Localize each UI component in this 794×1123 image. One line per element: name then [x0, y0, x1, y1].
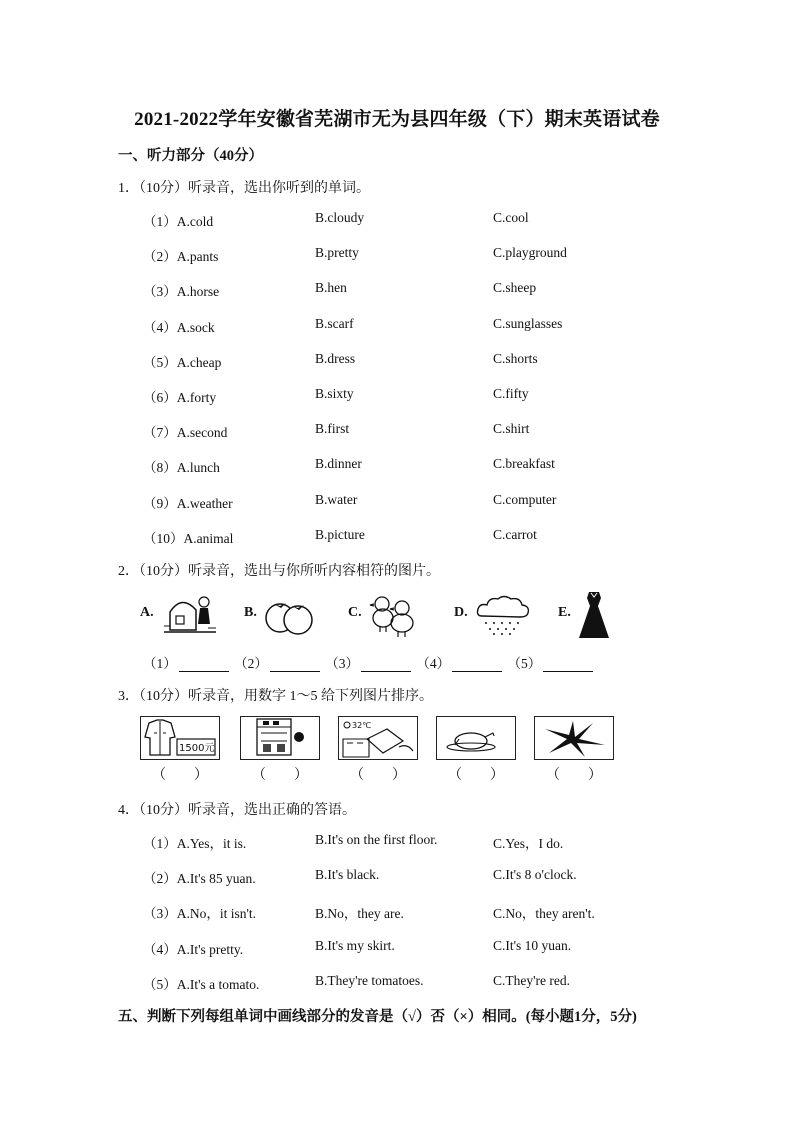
- choice-b[interactable]: B.dinner: [315, 456, 362, 472]
- choice-a[interactable]: （4）A.sock: [143, 319, 215, 335]
- choice-a[interactable]: （3）A.horse: [143, 284, 220, 300]
- choice-b[interactable]: B.sixty: [315, 386, 354, 401]
- choice-b[interactable]: B.It's black.: [315, 867, 380, 883]
- question-2-pictures: [140, 590, 620, 642]
- choice-b[interactable]: B.It's on the first floor.: [315, 832, 438, 847]
- choice-b[interactable]: B.They're tomatoes.: [315, 972, 424, 988]
- option-label: C.: [348, 605, 362, 620]
- choice-c[interactable]: C.shorts: [493, 350, 538, 366]
- option-label: D.: [454, 605, 468, 620]
- choice-a[interactable]: （5）A.cheap: [143, 354, 222, 370]
- question-row: [0, 456, 794, 476]
- question-row: [0, 351, 794, 371]
- choice-c[interactable]: C.sheep: [493, 280, 537, 296]
- order-blank[interactable]: （ ）: [350, 768, 406, 783]
- choice-b[interactable]: B.hen: [315, 280, 347, 296]
- section-heading-listening: 一、听力部分（40分）: [118, 148, 263, 164]
- temperature-text: 32℃: [352, 721, 372, 730]
- farm-icon: [162, 590, 218, 636]
- picture-1: [140, 716, 220, 760]
- choice-c[interactable]: C.It's 10 yuan.: [493, 937, 572, 953]
- blank-label: （1）: [143, 656, 177, 671]
- hot-weather-icon: [339, 717, 417, 759]
- choice-a[interactable]: （7）A.second: [143, 425, 228, 441]
- roast-chicken-icon: [437, 717, 515, 759]
- order-blank[interactable]: （ ）: [448, 768, 504, 783]
- choice-a[interactable]: （5）A.It's a tomato.: [143, 976, 260, 992]
- question-row: [0, 421, 794, 441]
- option-label: E.: [558, 605, 571, 620]
- question-row: [0, 492, 794, 512]
- dress-icon: [578, 590, 610, 640]
- choice-b[interactable]: B.cloudy: [315, 210, 365, 225]
- order-blank[interactable]: （ ）: [152, 768, 208, 783]
- choice-b[interactable]: B.No，they are.: [315, 906, 404, 922]
- section-heading-pronunciation: 五、判断下列每组单词中画线部分的发音是（√）否（×）相同。(每小题1分，5分): [118, 1009, 637, 1025]
- choice-a[interactable]: （1）A.Yes，it is.: [143, 836, 247, 851]
- chicks-icon: [368, 592, 418, 638]
- question-4-prompt: 4．（10分）听录音，选出正确的答语。: [118, 803, 356, 818]
- choice-c[interactable]: C.cool: [493, 210, 529, 225]
- choice-a[interactable]: （2）A.pants: [143, 249, 219, 265]
- kitchen-icon: [241, 717, 319, 759]
- choice-a[interactable]: （8）A.lunch: [143, 460, 220, 476]
- choice-c[interactable]: C.No，they aren't.: [493, 906, 595, 922]
- choice-c[interactable]: C.Yes，I do.: [493, 836, 564, 851]
- choice-b[interactable]: B.picture: [315, 526, 365, 542]
- tomatoes-icon: [264, 596, 316, 636]
- choice-b[interactable]: B.It's my skirt.: [315, 937, 395, 953]
- choice-a[interactable]: （2）A.It's 85 yuan.: [143, 871, 256, 887]
- answer-blank[interactable]: [361, 657, 411, 672]
- question-row: [0, 245, 794, 265]
- picture-3: [338, 716, 418, 760]
- rain-cloud-icon: [474, 594, 532, 636]
- choice-b[interactable]: B.water: [315, 491, 358, 507]
- question-row: [0, 938, 794, 958]
- question-2-prompt: 2．（10分）听录音，选出与你所听内容相符的图片。: [118, 564, 440, 579]
- choice-c[interactable]: C.computer: [493, 491, 557, 507]
- picture-2: [240, 716, 320, 760]
- question-3-prompt: 3．（10分）听录音，用数字 1～5 给下列图片排序。: [118, 689, 433, 704]
- question-row: [0, 832, 794, 852]
- choice-a[interactable]: （4）A.It's pretty.: [143, 941, 244, 957]
- order-blank[interactable]: （ ）: [252, 768, 308, 783]
- choice-a[interactable]: （6）A.forty: [143, 390, 217, 405]
- order-blank[interactable]: （ ）: [546, 768, 602, 783]
- picture-4: [436, 716, 516, 760]
- starfish-icon: [535, 717, 613, 759]
- option-label: B.: [244, 605, 257, 620]
- answer-blank[interactable]: [452, 657, 502, 672]
- blank-label: （5）: [507, 656, 542, 671]
- choice-a[interactable]: （1）A.cold: [143, 214, 214, 229]
- choice-c[interactable]: C.sunglasses: [493, 315, 563, 331]
- question-row: [0, 867, 794, 887]
- question-2-answer-blanks: [143, 652, 595, 672]
- page-title: 2021-2022学年安徽省芜湖市无为县四年级（下）期末英语试卷: [134, 109, 660, 130]
- choice-a[interactable]: （3）A.No，it isn't.: [143, 906, 257, 922]
- choice-c[interactable]: C.carrot: [493, 526, 537, 542]
- blank-label: （3）: [325, 656, 359, 671]
- choice-c[interactable]: C.It's 8 o'clock.: [493, 867, 577, 883]
- answer-blank[interactable]: [270, 657, 320, 672]
- question-row: [0, 316, 794, 336]
- choice-b[interactable]: B.pretty: [315, 245, 359, 261]
- answer-blank[interactable]: [543, 657, 593, 672]
- choice-c[interactable]: C.breakfast: [493, 456, 555, 472]
- picture-5: [534, 716, 614, 760]
- coat-price-icon: [141, 717, 219, 759]
- choice-a[interactable]: （9）A.weather: [143, 495, 233, 511]
- question-row: [0, 210, 794, 230]
- choice-c[interactable]: C.They're red.: [493, 972, 571, 988]
- option-label: A.: [140, 605, 154, 620]
- choice-c[interactable]: C.shirt: [493, 421, 530, 437]
- choice-c[interactable]: C.fifty: [493, 386, 529, 401]
- blank-label: （4）: [416, 656, 451, 671]
- choice-b[interactable]: B.dress: [315, 350, 356, 366]
- question-row: [0, 527, 794, 547]
- question-row: [0, 280, 794, 300]
- question-row: [0, 973, 794, 993]
- question-1-prompt: 1．（10分）听录音，选出你听到的单词。: [118, 181, 370, 196]
- question-row: [0, 902, 794, 922]
- choice-c[interactable]: C.playground: [493, 245, 567, 261]
- price-tag-text: 1500元: [179, 743, 215, 754]
- question-row: [0, 386, 794, 406]
- choice-b[interactable]: B.scarf: [315, 315, 354, 331]
- answer-blank[interactable]: [179, 657, 229, 672]
- blank-label: （2）: [234, 656, 268, 671]
- choice-b[interactable]: B.first: [315, 421, 350, 437]
- choice-a[interactable]: （10）A.animal: [143, 530, 234, 546]
